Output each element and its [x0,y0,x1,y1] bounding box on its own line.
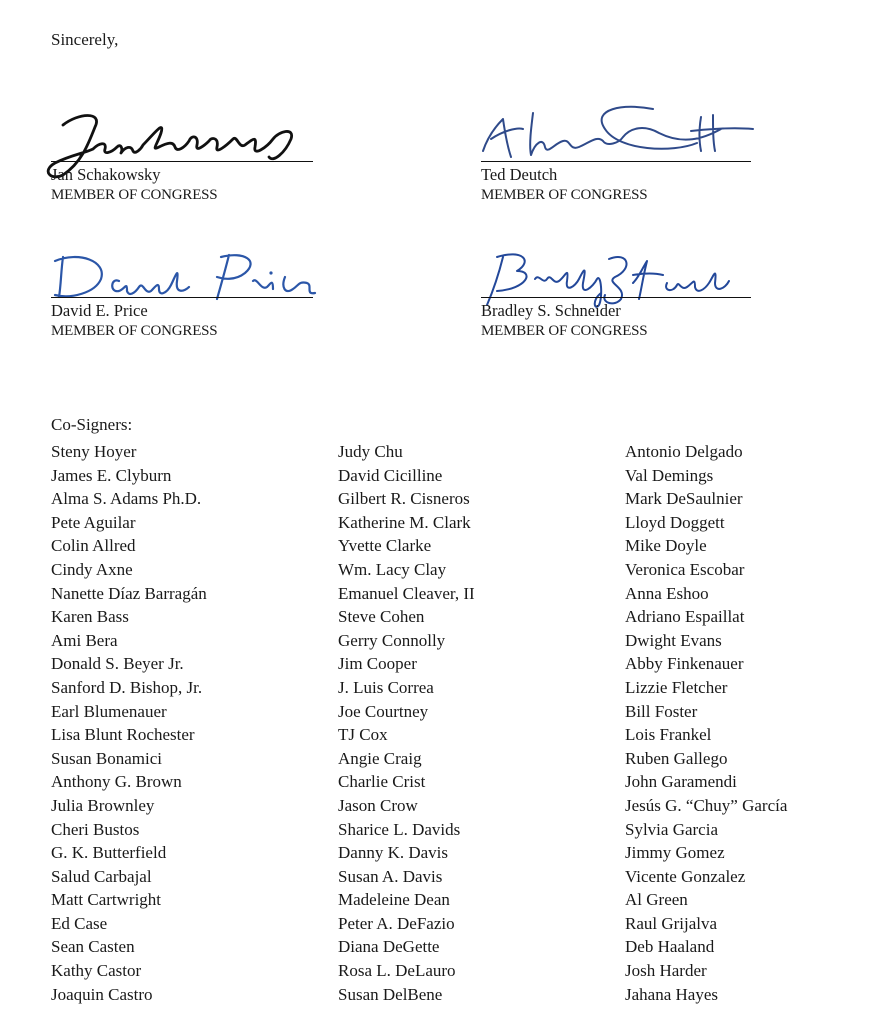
signature-line [51,161,313,162]
cosigner-name: Lois Frankel [625,725,712,745]
cosigner-name: Joe Courtney [338,701,429,721]
cosigner-name: Steny Hoyer [51,442,137,461]
signer-name: Jan Schakowsky [51,165,161,184]
cosigner-name: Nanette Díaz Barragán [51,583,207,603]
cosigner-name: Jim Cooper [338,654,417,674]
signer-title: MEMBER OF CONGRESS [481,187,648,203]
cosigner-name: Bill Foster [625,701,698,721]
cosigner-name: Anthony G. Brown [51,772,182,792]
cosigner-name: Charlie Crist [338,772,426,792]
cosigner-name: John Garamendi [625,772,737,792]
cosigner-name: Sean Casten [51,937,135,957]
cosigner-name: Vicente Gonzalez [625,866,746,886]
signer-name: Bradley S. Schneider [481,301,621,320]
cosigner-name: Kathy Castor [51,961,142,981]
cosigner-name: Dwight Evans [625,630,722,650]
signature-line [481,161,751,162]
cosigners-column-2 [338,440,475,1006]
cosigner-name: Jimmy Gomez [625,843,725,863]
cosigner-name: Antonio Delgado [625,442,743,461]
cosigner-name: Madeleine Dean [338,890,450,910]
cosigner-name: Donald S. Beyer Jr. [51,654,184,674]
cosigner-name: Ruben Gallego [625,748,728,768]
cosigner-name: Lisa Blunt Rochester [51,725,195,745]
cosigner-name: Katherine M. Clark [338,512,471,532]
cosigner-name: Cindy Axne [51,559,133,579]
cosigner-name: Cheri Bustos [51,819,140,839]
cosigner-name: Jahana Hayes [625,984,718,1004]
signature-block-schakowsky [51,105,311,205]
cosigner-name: J. Luis Correa [338,677,434,697]
cosigner-name: Susan DelBene [338,984,443,1004]
cosigner-name: Yvette Clarke [338,536,432,556]
cosigner-name: G. K. Butterfield [51,843,167,863]
signature-deutch-image [473,99,773,169]
cosigner-name: Ami Bera [51,630,118,650]
cosigner-name: Jesús G. “Chuy” García [625,795,788,815]
cosigner-name: Peter A. DeFazio [338,913,455,933]
cosigner-name: Lloyd Doggett [625,512,725,532]
cosigner-name: Emanuel Cleaver, II [338,583,475,603]
cosigner-name: David Cicilline [338,465,443,485]
cosigner-name: Angie Craig [338,748,422,768]
cosigner-name: James E. Clyburn [51,465,172,485]
cosigner-name: Val Demings [625,465,714,485]
cosigner-name: Al Green [625,890,688,910]
signature-block-schneider [481,241,741,341]
cosigner-name: Danny K. Davis [338,843,449,863]
cosigner-name: Gilbert R. Cisneros [338,489,470,509]
signer-name: David E. Price [51,301,148,320]
cosigner-name: Ed Case [51,913,108,933]
signature-line [481,297,751,298]
cosigner-name: Adriano Espaillat [625,607,745,627]
signer-title: MEMBER OF CONGRESS [51,323,218,339]
cosigner-name: Joaquin Castro [51,984,153,1004]
cosigner-name: Pete Aguilar [51,512,136,532]
cosigner-name: Susan Bonamici [51,748,162,768]
cosigner-name: Sharice L. Davids [338,819,461,839]
signer-title: MEMBER OF CONGRESS [481,323,648,339]
signature-block-deutch [481,105,741,205]
cosigner-name: Alma S. Adams Ph.D. [51,489,202,509]
cosigner-name: Mark DeSaulnier [625,489,743,509]
cosigners-heading: Co-Signers: [51,415,133,434]
cosigner-name: Karen Bass [51,607,129,627]
cosigner-name: Raul Grijalva [625,913,718,933]
signature-line [51,297,313,298]
signature-price-image [49,247,329,307]
cosigner-name: Diana DeGette [338,937,440,957]
cosigner-name: Judy Chu [338,442,403,461]
cosigner-name: Deb Haaland [625,937,715,957]
closing-salutation: Sincerely, [51,30,119,49]
cosigner-name: Mike Doyle [625,536,707,556]
cosigner-name: Gerry Connolly [338,630,446,650]
cosigner-name: Sanford D. Bishop, Jr. [51,677,203,697]
cosigner-name: Anna Eshoo [625,583,709,603]
cosigner-name: Lizzie Fletcher [625,677,728,697]
cosigner-name: Earl Blumenauer [51,701,167,721]
cosigner-name: TJ Cox [338,725,388,745]
cosigners-column-1 [51,440,207,1006]
signer-name: Ted Deutch [481,165,558,184]
signer-title: MEMBER OF CONGRESS [51,187,218,203]
cosigners-column-3 [625,440,787,1006]
signature-block-price [51,241,311,341]
cosigner-name: Rosa L. DeLauro [338,961,456,981]
cosigner-name: Susan A. Davis [338,866,443,886]
cosigner-name: Sylvia Garcia [625,819,718,839]
cosigner-name: Julia Brownley [51,795,155,815]
cosigner-name: Jason Crow [338,795,418,815]
cosigner-name: Colin Allred [51,536,136,556]
cosigner-name: Matt Cartwright [51,890,162,910]
cosigner-name: Josh Harder [625,961,707,981]
cosigner-name: Salud Carbajal [51,866,152,886]
cosigner-name: Abby Finkenauer [625,654,744,674]
cosigner-name: Steve Cohen [338,607,425,627]
cosigner-name: Veronica Escobar [625,559,745,579]
cosigner-name: Wm. Lacy Clay [338,559,447,579]
